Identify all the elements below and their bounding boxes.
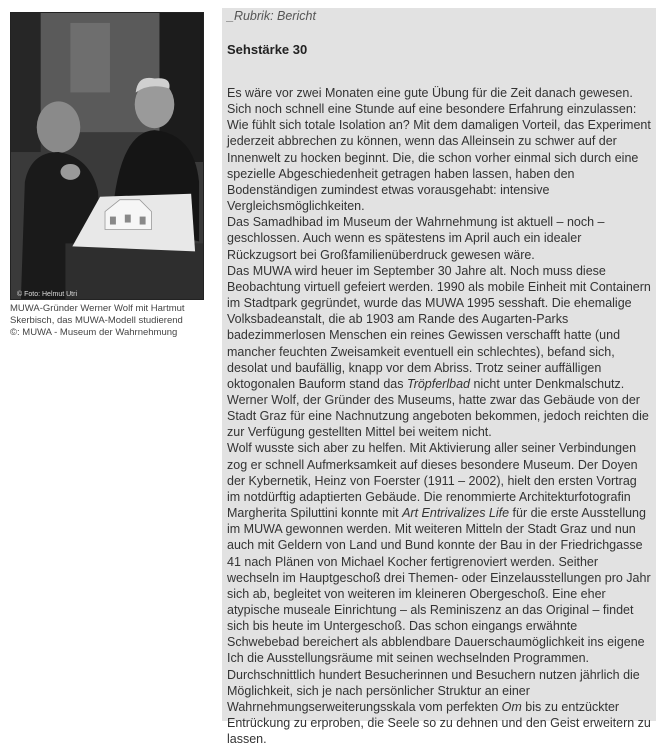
caption-line: MUWA-Gründer Werner Wolf mit Hartmut (10, 303, 185, 314)
text-run: Das MUWA wird heuer im September 30 Jahre alt. Noch muss diese Beobachtung virtuell gefeiert werden. 1990 als mobile Einheit mit Containern im Stadtpark gegründet, wurde das MUWA 1995 sesshaft. Die ehemalige Volksbadeanstalt, die ab 1903 am Rande des Augarten-Parks badezimmerlosen Menschen ein reines Gewissen verschafft hatte (und mancher feuchten Zweisamkeit eventuell ein schlechtes), befand sich, desolat und baufällig, knapp vor dem Abriss. Trotz seiner auffälligen oktogonalen Bauform stand das (227, 263, 651, 391)
photo-credit: © Foto: Helmut Utri (17, 291, 78, 298)
caption-line: Skerbisch, das MUWA-Modell studierend (10, 315, 183, 326)
article-panel (222, 8, 656, 747)
article-body (227, 85, 651, 747)
rubric-label: _Rubrik: Bericht (227, 9, 316, 23)
article-title: Sehstärke 30 (227, 42, 308, 57)
paragraph (227, 263, 651, 441)
article-photo (10, 12, 204, 300)
text-run: bis zu entzückter Entrückung zu erproben, die Seele so zu dehnen und den Geist erweitern zu lassen. (227, 699, 651, 747)
text-run: Wolf wusste sich aber zu helfen. Mit Aktivierung aller seiner Verbindungen zog er schnell Aufmerksamkeit auf dieses besondere Museum. Der Doyen der Kybernetik, Heinz von Foerster (1911 – 2002), hielt den ersten Vortrag im notdürftig adaptierten Gebäude. Die renommierte Architekturfotografin Margherita Spiluttini konnte mit (227, 441, 638, 521)
text-run: nicht unter Denkmalschutz. Werner Wolf, der Gründer des Museums, hatte zwar das Gebäude von der Stadt Graz für eine Nachnutzung angeboten bekommen, jedoch reichten die zur Verfügung gestellten Mittel bei weitem nicht. (227, 376, 649, 440)
italic-term: Om (501, 699, 522, 714)
text-run: für die erste Ausstellung im MUWA gewonnen werden. Mit weiteren Mitteln der Stadt Graz und nun auch mit Geldern von Land und Bund konnte der Bau in der Friedrichgasse 41 nach Plänen von Michael Kocher fertigrenoviert werden. Seither wechseln im Hauptgeschoß drei Themen- oder Einzelausstellungen pro Jahr sich ab, begleitet von weiteren im kleineren Obergeschoß. Eine eher atypische museale Einrichtung – als Reminiszenz an das Original – findet sich bis heute im Untergeschoß. Das schon eingangs erwähnte Schwebebad bereichert als abblendbare Dauerschaumöglichkeit ins eigene Ich die Ausstellungsräume mit seinen wechselnden Programmen. Durchschnittlich hundert Besucherinnen und Besuchern nutzen jährlich die Möglichkeit, sich je nach persönlicher Struktur an einer Wahrnehmungserweiterungsskala vom perfekten (227, 506, 651, 714)
photo-caption (10, 303, 210, 339)
caption-copyright: ©: MUWA - Museum der Wahrnehmung (10, 327, 178, 338)
paragraph: Das Samadhibad im Museum der Wahrnehmung ist aktuell – noch – geschlossen. Auch wenn es spätestens im April auch ein idealer Rückzugsort bei Großfamilienüberdruck gewesen wäre. (227, 215, 605, 262)
photo-illustration (11, 13, 203, 299)
paragraph (227, 440, 651, 747)
italic-term: Tröpferlbad (406, 376, 470, 391)
paragraph: Es wäre vor zwei Monaten eine gute Übung für die Zeit danach gewesen. Sich noch schnell eine Stunde auf eine besondere Erfahrung einzulassen: Wie fühlt sich totale Isolation an? Mit dem damaligen Vorteil, das Experiment jederzeit abbrechen zu können, wenn das Alleinsein zu schwer auf der Innenwelt zu hocken beginnt. Die, die schon vorher einmal sich durch eine spezielle Abgeschiedenheit getragen haben lassen, haben den Bodenständigen zumindest etwas vorausgehabt: intensive Vergleichsmöglichkeiten. (227, 86, 651, 214)
italic-title: Art Entrivalizes Life (402, 506, 510, 521)
